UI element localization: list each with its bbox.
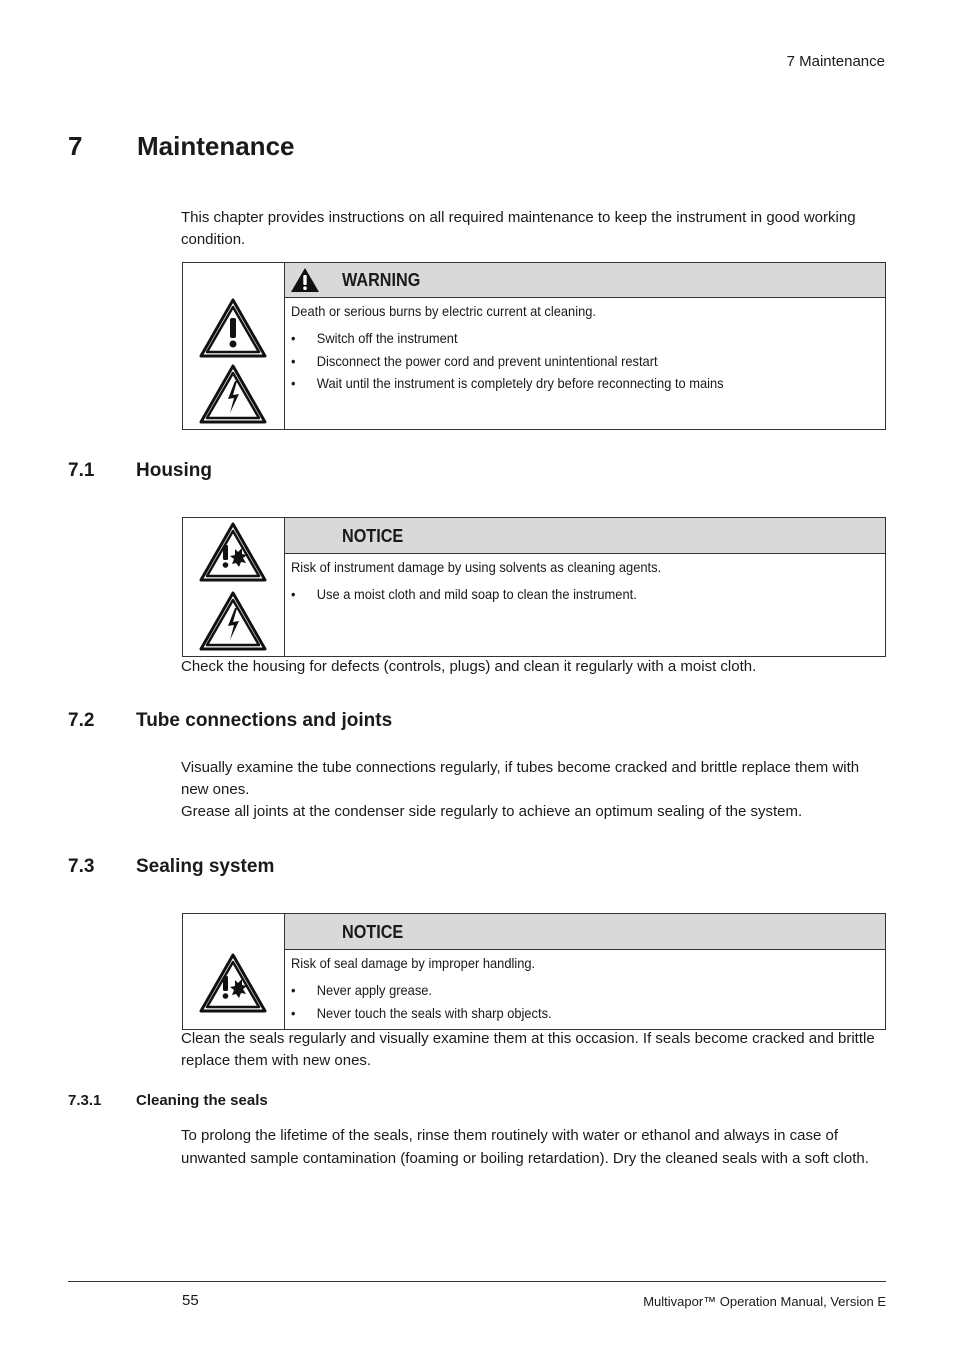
page-number: 55 xyxy=(182,1292,199,1309)
list-item: • Never touch the seals with sharp objects. xyxy=(291,1002,832,1025)
chapter-number: 7 xyxy=(68,131,83,161)
notice-body: Risk of instrument damage by using solvents as cleaning agents. • Use a moist cloth and mild soap to clean the instrument. xyxy=(285,554,885,611)
material-damage-icon xyxy=(198,952,268,1014)
warning-list xyxy=(291,327,879,395)
chapter-title: Maintenance xyxy=(137,131,295,161)
general-warning-icon xyxy=(198,297,268,359)
notice-body: Risk of seal damage by improper handling. • Never apply grease. • Never touch the seals with sharp objects. xyxy=(285,950,885,1029)
list-item: • Switch off the instrument xyxy=(291,327,832,350)
running-header: 7 Maintenance xyxy=(786,53,885,70)
list-item: • Use a moist cloth and mild soap to clean the instrument. xyxy=(291,583,832,606)
document-title: Multivapor™ Operation Manual, Version E xyxy=(643,1294,886,1309)
intro-paragraph: This chapter provides instructions on all required maintenance to keep the instrument in good working condition. xyxy=(181,209,856,248)
seals-paragraph: Clean the seals regularly and visually examine them at this occasion. If seals become cracked and brittle replace them with new ones. xyxy=(181,1030,875,1069)
warning-label: WARNING xyxy=(342,270,421,290)
warning-body xyxy=(285,298,885,400)
cleaning-paragraph: To prolong the lifetime of the seals, rinse them routinely with water or ethanol and always in case of unwanted sample contamination (foaming or boiling retardation). Dry the cleaned seals with a soft cloth. xyxy=(181,1127,869,1167)
electric-hazard-icon xyxy=(198,590,268,652)
tube-paragraph: Visually examine the tube connections regularly, if tubes become cracked and brittle replace them with new ones. Grease all joints at the condenser side regularly to achieve an optimum sealing of the system. xyxy=(181,759,860,820)
warning-box xyxy=(182,262,886,430)
warning-header xyxy=(285,263,885,298)
notice-label: NOTICE xyxy=(342,526,404,546)
material-damage-icon xyxy=(198,521,268,583)
notice-header xyxy=(285,914,885,950)
warning-lead: Death or serious burns by electric current at cleaning. xyxy=(291,303,596,319)
warning-sign-icon xyxy=(290,267,320,293)
notice-header xyxy=(285,518,885,554)
footer-rule xyxy=(68,1281,886,1282)
list-item: • Disconnect the power cord and prevent unintentional restart xyxy=(291,350,832,373)
notice-box-seals xyxy=(182,913,886,1030)
list-item: • Never apply grease. xyxy=(291,979,832,1002)
list-item: • Wait until the instrument is completely dry before reconnecting to mains xyxy=(291,372,832,395)
notice-label: NOTICE xyxy=(342,922,404,942)
warning-icons xyxy=(183,263,285,429)
notice-box-housing xyxy=(182,517,886,657)
housing-paragraph: Check the housing for defects (controls, plugs) and clean it regularly with a moist cloth. xyxy=(181,658,757,675)
electric-hazard-icon xyxy=(198,363,268,425)
